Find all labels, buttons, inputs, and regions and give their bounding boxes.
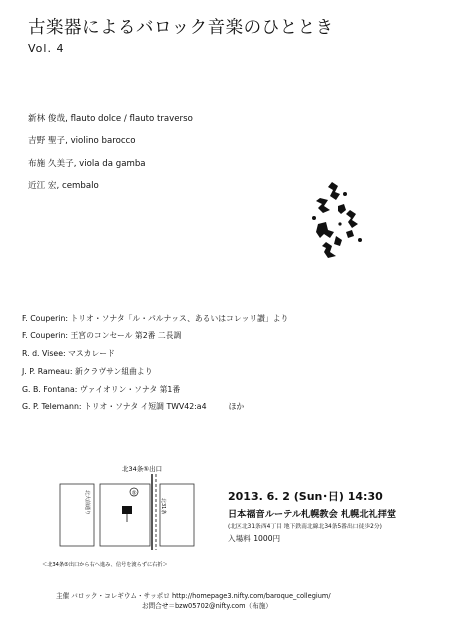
program-item: R. d. Visee: マスカレード: [22, 349, 115, 358]
access-map: [38, 462, 218, 582]
performer-item: 新林 俊哉, flauto dolce / flauto traverso: [28, 114, 193, 124]
organizer-line: 主催 バロック・コレギウム・サッポロ http://homepage3.nifty.com/baroque_collegium/: [56, 592, 331, 600]
exit-label: 北34条⑤出口: [122, 465, 163, 473]
volume-label: Vol. 4: [28, 42, 65, 55]
map-note: ＜北34条⑤出口から右へ進み、信号を渡らずに右折＞: [42, 562, 168, 568]
performer-item: 吉野 聖子, violino barocco: [28, 136, 136, 146]
program-item-last: [22, 401, 244, 412]
baroque-ornament-icon: [310, 180, 370, 260]
exit-number: ⑤: [131, 490, 137, 497]
program-item: F. Couperin: 王宮のコンセール 第2番 二長調: [22, 331, 182, 340]
venue-marker: [122, 506, 132, 514]
event-venue: 日本福音ルーテル札幌教会 札幌北礼拝堂: [228, 509, 397, 520]
street-left-label: 北大前通り: [84, 490, 90, 516]
performer-item: 近江 宏, cembalo: [28, 181, 99, 191]
map-block: [160, 484, 194, 546]
event-date: 2013. 6. 2 (Sun･日) 14:30: [228, 490, 383, 503]
program-item: J. P. Rameau: 新クラヴサン組曲より: [22, 367, 153, 376]
program-item: G. B. Fontana: ヴァイオリン・ソナタ 第1番: [22, 385, 181, 394]
page-title: 古楽器によるバロック音楽のひととき: [28, 18, 334, 38]
event-admission: 入場料 1000円: [228, 534, 281, 543]
street-right-label: 北31条: [160, 498, 166, 515]
program-item: F. Couperin: トリオ・ソナタ「ル・パルナッス、あるいはコレッリ讃」より: [22, 314, 289, 323]
performer-item: 布施 久美子, viola da gamba: [28, 159, 146, 169]
event-address: (北区北31条西4丁目 地下鉄南北線北34条5番出口徒歩2分): [228, 524, 382, 530]
contact-line: お問合せ＝bzw05702@nifty.com（布施）: [142, 602, 272, 610]
program-extra: ほか: [228, 402, 245, 411]
map-block: [100, 484, 150, 546]
program-item-text: G. P. Telemann: トリオ・ソナタ イ短調 TWV42:a4: [22, 402, 207, 411]
